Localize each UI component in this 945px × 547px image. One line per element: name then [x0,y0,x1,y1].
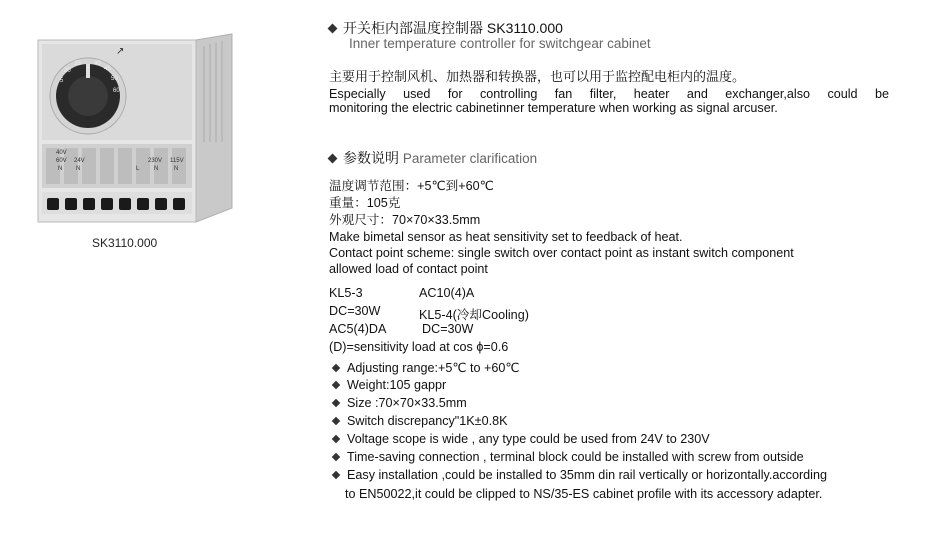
section1-heading [329,18,563,38]
dial-mark: 35 [74,61,81,67]
spec-bullet [333,468,827,482]
section2-heading [329,148,537,168]
spec-bullet [333,450,804,464]
spec-bullet-text: Weight:105 gappr [347,378,447,392]
terminal-label: N [76,166,81,172]
terminal-label: N [58,166,63,172]
terminal-label: 115V [170,158,184,164]
section1-desc-en-line2: monitoring the electric cabinetinner temperature when working as signal arcuser. [329,101,778,115]
section2-heading-en: Parameter clarification [402,151,538,166]
dial-mark: 40 [94,61,101,67]
diamond-bullet-icon [332,471,340,479]
section1-heading-en: Inner temperature controller for switchgear cabinet [349,36,651,51]
spec-bullet-text: Size :70×70×33.5mm [347,396,467,410]
spec-en-line: Make bimetal sensor as heat sensitivity set to feedback of heat. [329,230,683,244]
dial-mark: 50 [111,76,118,82]
spec-bullet-text: Switch discrepancy"1K±0.8K [347,414,508,428]
dial-mark: 20 [64,68,71,74]
spec-zh-line: 外观尺寸：70×70×33.5mm [329,213,481,227]
terminal-label: 40V [56,150,67,156]
spec-zh-line: 重量：105克 [329,196,401,210]
spec-bullet-text: Adjusting range:+5℃ to +60℃ [347,361,520,375]
spec-en-line: allowed load of contact point [329,262,488,276]
spec-bullet-text: Time-saving connection , terminal block could be installed with screw from outside [347,450,804,464]
dial-mark: 45 [104,66,111,72]
spec-bullet [333,360,520,375]
spec-en-line: Contact point scheme: single switch over contact point as instant switch component [329,246,794,260]
diamond-bullet-icon [332,381,340,389]
load-row-b: KL5-4(冷却Cooling) [419,308,529,322]
product-image [36,32,236,230]
terminal-label: N [174,166,179,172]
spec-bullet-continuation: to EN50022,it could be clipped to NS/35-ES cabinet profile with its accessory adapter. [345,487,823,501]
spec-bullet [333,396,467,410]
diamond-bullet-icon [328,154,338,164]
spec-bullet [333,378,446,392]
dial-mark: 60 [113,88,120,94]
diamond-bullet-icon [332,417,340,425]
dial-mark: 5 [60,78,64,84]
section1-heading-zh: 开关柜内部温度控制器 SK3110.000 [343,20,563,36]
spec-bullet [333,432,710,446]
diamond-bullet-icon [332,364,340,372]
terminal-label: 230V [148,158,163,164]
load-row-a: KL5-3 [329,286,363,300]
load-row-b: AC10(4)A [419,286,475,300]
svg-text:↗: ↗ [116,46,125,57]
terminal-label: 60V [56,158,67,164]
load-row-b: DC=30W [422,322,474,336]
diamond-bullet-icon [328,24,338,34]
section1-desc-en-line1: Especially used for controlling fan filter, heater and exchanger,also could be [329,87,889,101]
terminal-label: N [154,166,159,172]
section1-desc-zh: 主要用于控制风机、加热器和转换器，也可以用于监控配电柜内的温度。 [329,69,746,84]
load-row-a: AC5(4)DA [329,322,387,336]
product-caption: SK3110.000 [92,236,158,250]
spec-zh-line: 温度调节范围：+5℃到+60℃ [329,179,494,193]
spec-bullet-text: Voltage scope is wide , any type could be used from 24V to 230V [347,432,710,446]
section2-heading-zh: 参数说明 [343,150,399,166]
diamond-bullet-icon [332,399,340,407]
sensitivity-line: (D)=sensitivity load at cos ϕ=0.6 [329,340,509,354]
diamond-bullet-icon [332,453,340,461]
terminal-label: L [136,166,140,172]
terminal-label: 24V [74,158,85,164]
diamond-bullet-icon [332,435,340,443]
spec-bullet-text: Easy installation ,could be installed to 35mm din rail vertically or horizontally.according [347,468,827,482]
spec-bullet [333,414,507,428]
load-row-a: DC=30W [329,304,381,318]
